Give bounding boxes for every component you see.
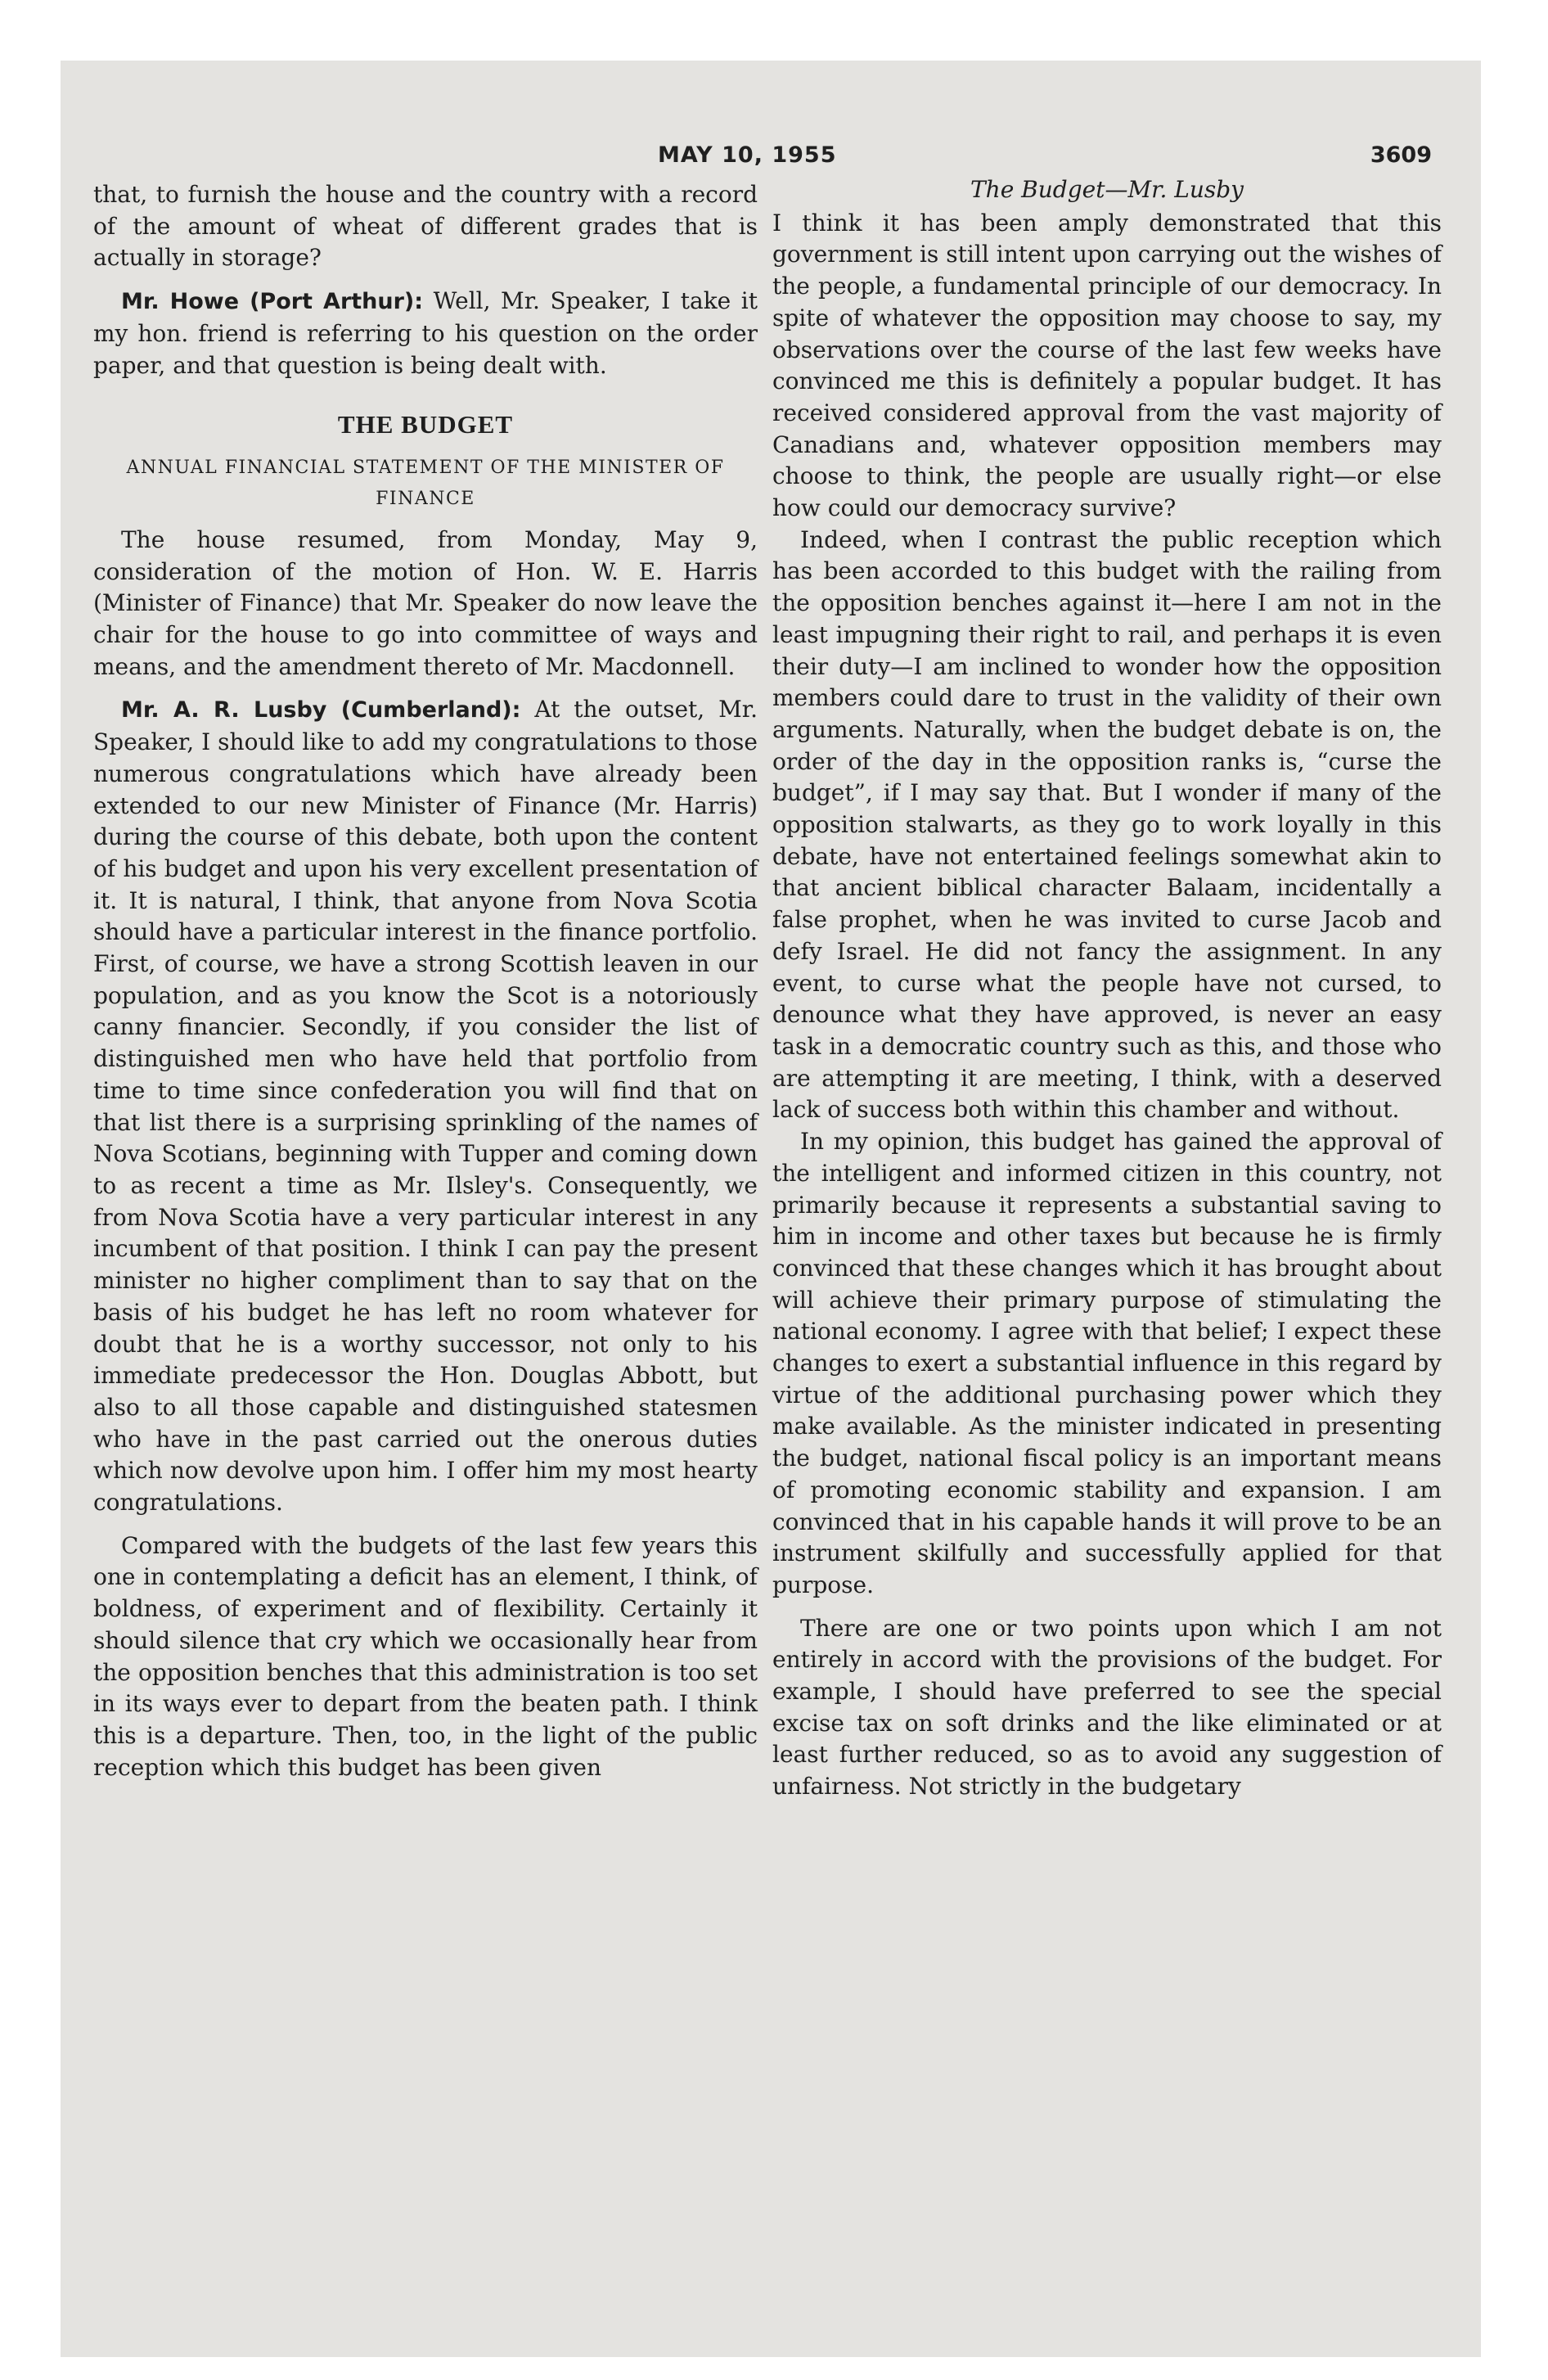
- paragraph: There are one or two points upon which I am not entirely in accord with the provisions of the budget. For example, I should have preferred to see the special excise tax on soft drinks and the like eliminated or at least further reduced, so as to avoid any suggestion of unfairness. Not strictly in the budgetary: [772, 1614, 1442, 1801]
- running-head: The Budget—Mr. Lusby: [970, 176, 1244, 203]
- paragraph: I think it has been amply demonstrated that this government is still intent upon carrying out the wishes of the people, a fundamental principle of our democracy. In spite of whatever the opposition may choose to say, my observations over the course of the last few weeks have convinced me this is definitely a popular budget. It has received considered approval from the vast majority of Canadians and, whatever opposition members may choose to think, the people are usually right—or else how could our democracy survive?: [772, 209, 1442, 522]
- right-column: [772, 176, 1442, 2308]
- left-column: [93, 179, 758, 2308]
- section-heading: THE BUDGET: [337, 410, 514, 439]
- speech-text: Well, Mr. Speaker, I take it my hon. friend is referring to his question on the order paper, and that question is being dealt with.: [93, 287, 758, 379]
- paragraph: In my opinion, this budget has gained the approval of the intelligent and informed citizen in this country, not primarily because it represents a substantial saving to him in income and other taxes but because he is firmly convinced that these changes which it has brought about will achieve their primary purpose of stimulating the national economy. I agree with that belief; I expect these changes to exert a substantial influence in this regard by virtue of the additional purchasing power which they make available. As the minister indicated in presenting the budget, national fiscal policy is an important means of promoting economic stability and expansion. I am convinced that in his capable hands it will prove to be an instrument skilfully and successfully applied for that purpose.: [772, 1128, 1442, 1598]
- speech-text: At the outset, Mr. Speaker, I should like to add my congratulations to those numerous congratulations which have already been extended to our new Minister of Finance (Mr. Harris) during the course of this debate, both upon the content of his budget and upon his very excellent presentation of it. It is natural, I think, that anyone from Nova Scotia should have a particular interest in the finance portfolio. First, of course, we have a strong Scottish leaven in our population, and as you know the Scot is a notoriously canny financier. Secondly, if you consider the list of distinguished men who have held that portfolio from time to time since confederation you will find that on that list there is a surprising sprinkling of the names of Nova Scotians, beginning with Tupper and coming down to as recent a time as Mr. Ilsley's. Consequently, we from Nova Scotia have a very particular interest in any incumbent of that position. I think I can pay the present minister no higher compliment than to say that on the basis of his budget he has left no room whatever for doubt that he is a worthy successor, not only to his immediate predecessor the Hon. Douglas Abbott, but also to all those capable and distinguished statesmen who have in the past carried out the onerous duties which now devolve upon him. I offer him my most hearty congratulations.: [93, 696, 758, 1517]
- paragraph: Indeed, when I contrast the public reception which has been accorded to this budget with the railing from the opposition benches against it—here I am not in the least impugning their right to rail, and perhaps it is even their duty—I am inclined to wonder how the opposition members could dare to trust in the validity of their own arguments. Naturally, when the budget debate is on, the order of the day in the opposition ranks is, “curse the budget”, if I may say that. But I wonder if many of the opposition stalwarts, as they go to work loyally in this debate, have not entertained feelings somewhat akin to that ancient biblical character Balaam, incidentally a false prophet, when he was invited to curse Jacob and defy Israel. He did not fancy the assignment. In any event, to curse what the people have not cursed, to denounce what they have approved, is never an easy task in a democratic country such as this, and those who are attempting it are meeting, I think, with a deserved lack of success both within this chamber and without.: [772, 525, 1442, 1124]
- page-date: MAY 10, 1955: [658, 142, 837, 168]
- speaker-name: Mr. Howe (Port Arthur):: [121, 289, 424, 315]
- section-subheading: ANNUAL FINANCIAL STATEMENT OF THE MINISTER OF FINANCE: [126, 457, 725, 509]
- paragraph: [93, 286, 758, 381]
- paragraph: [93, 694, 758, 1518]
- paragraph: that, to furnish the house and the country with a record of the amount of wheat of different grades that is actually in storage?: [93, 181, 758, 272]
- paragraph: The house resumed, from Monday, May 9, consideration of the motion of Hon. W. E. Harris (Minister of Finance) that Mr. Speaker do now leave the chair for the house to go into committee of ways and means, and the amendment thereto of Mr. Macdonnell.: [93, 525, 758, 680]
- speaker-name: Mr. A. R. Lusby (Cumberland):: [121, 697, 521, 723]
- paragraph: Compared with the budgets of the last few years this one in contemplating a deficit has an element, I think, of boldness, of experiment and of flexibility. Certainly it should silence that cry which we occasionally hear from the opposition benches that this administration is too set in its ways ever to depart from the beaten path. I think this is a departure. Then, too, in the light of the public reception which this budget has been given: [93, 1531, 758, 1781]
- page-number: 3609: [1370, 142, 1432, 168]
- scanned-page: [61, 61, 1481, 2357]
